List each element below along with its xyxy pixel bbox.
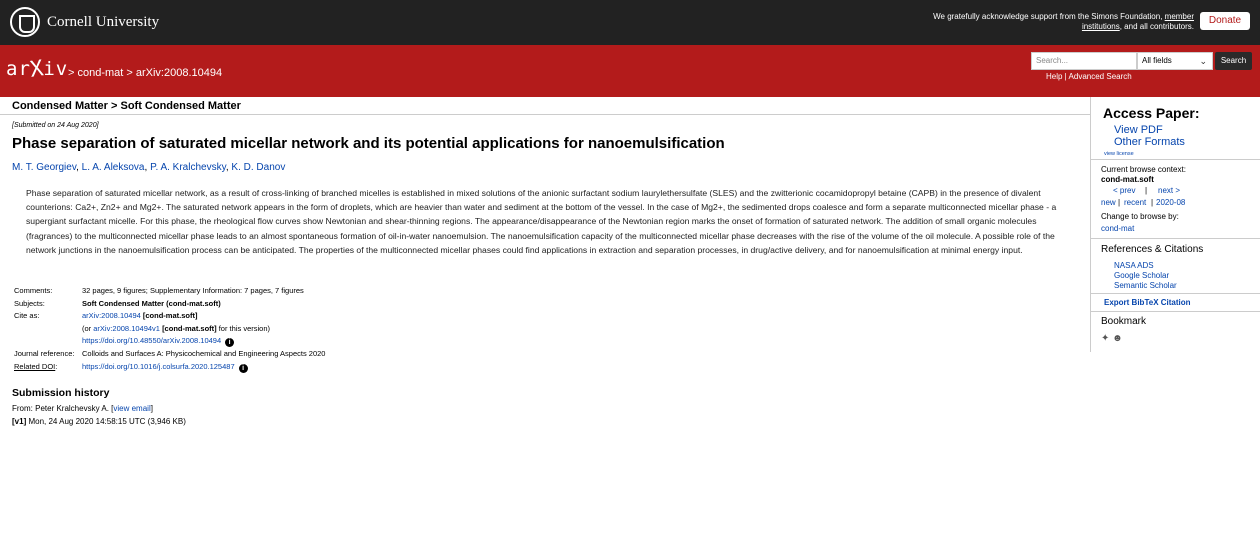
submitter: From: Peter Kralchevsky A. [view email] [12,404,153,413]
member-institutions-link[interactable]: member institutions [1081,12,1194,31]
references-heading: References & Citations [1101,244,1204,255]
cite-v1-link[interactable]: arXiv:2008.10494v1 [93,323,160,333]
bibsonomy-icon[interactable]: ✦ [1101,333,1110,344]
related-doi-link[interactable]: https://doi.org/10.1016/j.colsurfa.2020.125487 [82,361,235,371]
cite-id-link[interactable]: arXiv:2008.10494 [82,311,141,321]
bookmark-icons [1101,333,1123,344]
author-link[interactable]: L. A. Aleksova [81,162,145,173]
cornell-seal-icon [10,7,40,37]
subject-heading: Condensed Matter > Soft Condensed Matter [12,100,241,112]
related-doi-row: Related DOI: https://doi.org/10.1016/j.colsurfa.2020.125487 i [14,362,325,375]
bookmark-heading: Bookmark [1101,316,1147,327]
view-license-link[interactable]: view license [1104,151,1134,157]
cite-row: Cite as: arXiv:2008.10494 [cond-mat.soft] [14,311,198,321]
cond-mat-link[interactable]: cond-mat [1101,224,1135,233]
related-doi-label[interactable]: Related DOI [14,361,56,371]
journal-row: Journal reference: Colloids and Surfaces A: Physicochemical and Engineering Aspects 2020 [14,349,325,362]
author-link[interactable]: P. A. Kralchevsky [150,162,226,173]
version-label[interactable]: [v1] [12,417,27,426]
help-links: Help | Advanced Search [1046,72,1132,81]
reddit-icon[interactable]: ☻ [1112,333,1123,344]
divider [0,114,1090,115]
doi-link[interactable]: https://doi.org/10.48550/arXiv.2008.10494 [82,336,222,346]
new-link[interactable]: new [1101,198,1116,207]
donate-button[interactable]: Donate [1200,12,1250,30]
submission-history-heading: Submission history [12,387,110,399]
info-icon[interactable]: i [225,338,234,347]
browse-context: cond-mat.soft [1101,175,1154,184]
nasa-ads-link[interactable]: NASA ADS [1114,261,1154,270]
advanced-search-link[interactable]: Advanced Search [1068,72,1132,81]
paper-title: Phase separation of saturated micellar network and its potential applications for nanoemulsification [12,135,725,152]
author-link[interactable]: M. T. Georgiev [12,162,77,173]
cite-version-row: (or arXiv:2008.10494v1 [cond-mat.soft] for this version) [82,323,270,333]
breadcrumb[interactable]: > cond-mat > arXiv:2008.10494 [68,67,223,79]
support-text: We gratefully acknowledge support from the Simons Foundation, member institutions, and all contributors. [933,12,1194,31]
comments-row: Comments: 32 pages, 9 figures; Supplementary Information: 7 pages, 7 figures [14,286,325,299]
access-paper-title: Access Paper: [1103,105,1200,121]
cornell-logo[interactable] [10,7,159,37]
month-link[interactable]: 2020-08 [1156,198,1186,207]
search-field-select[interactable]: All fields ⌄ [1137,52,1213,70]
author-link[interactable]: K. D. Danov [231,162,286,173]
next-link[interactable]: next > [1158,186,1181,195]
sidebar-divider [1090,97,1091,352]
sidebar-divider [1091,293,1260,294]
sidebar-divider [1091,238,1260,239]
browse-context-label: Current browse context: [1101,165,1186,174]
top-bar [0,0,1260,45]
submitted-date: [Submitted on 24 Aug 2020] [12,122,99,129]
search-input[interactable]: Search... [1031,52,1137,70]
university-name: Cornell University [47,13,160,30]
google-scholar-link[interactable]: Google Scholar [1114,271,1170,280]
info-icon[interactable]: i [239,364,248,373]
version-entry: [v1] Mon, 24 Aug 2020 14:58:15 UTC (3,946 KB) [12,417,186,426]
semantic-scholar-link[interactable]: Semantic Scholar [1114,281,1177,290]
subjects-row: Subjects: Soft Condensed Matter (cond-mat.soft) [14,299,325,312]
subjects-value: Soft Condensed Matter (cond-mat.soft) [82,298,221,308]
search-button[interactable]: Search [1215,52,1252,70]
prev-link[interactable]: < prev [1113,186,1136,195]
sidebar-divider [1091,311,1260,312]
change-browse-label: Change to browse by: [1101,212,1179,221]
chevron-down-icon: ⌄ [1199,56,1207,66]
abstract: Phase separation of saturated micellar network, as a result of cross-linking of branched micelles is established in mixed solutions of the anionic surfactant sodium laurylethersulfate (SLES) and the zwitterionic cocamidopropyl betaine (CAPB) in the presence of divalent counterions: Ca2+, Zn2+ and Mg2+. The saturated network appears in the form of droplets, which are heavier than water and sediment at the bottom of the vessel. In the case of Mg2+, the sedimented drops coalesce and form a separate multiconnected micellar phase - a supergiant surfactant micelle. For this phase, the rheological flow curves show Newtonian and shear-thinning regions. The appearance/disappearance of the Newtonian region marks the onset of formation of saturated network. The addition of small organic molecules (fragrances) to the multiconnected micellar phase leads to an almost spontaneous formation of oil-in-water nanoemulsion. The nanoemulsification capacity of the multiconnected micellar phase decreases with the rise of the volume of the oil molecule. A possible role of the network junctions in the nanoemulsification process can be anticipated. The properties of the multiconnected micellar phases could find applications in extraction and separation processes, in drug/active delivery, and for nanoemulsification at minimal energy input. [26,188,1057,255]
journal-value: Colloids and Surfaces A: Physicochemical and Engineering Aspects 2020 [82,348,326,358]
metadata-table [14,286,325,374]
other-formats-link[interactable]: Other Formats [1114,136,1185,148]
view-pdf-link[interactable]: View PDF [1114,124,1163,136]
help-link[interactable]: Help [1046,72,1063,81]
authors: M. T. Georgiev, L. A. Aleksova, P. A. Kralchevsky, K. D. Danov [12,162,286,173]
recent-link[interactable]: recent [1124,198,1147,207]
export-bibtex-link[interactable]: Export BibTeX Citation [1104,298,1191,307]
comments-value: 32 pages, 9 figures; Supplementary Information: 7 pages, 7 figures [82,286,304,295]
arxiv-logo[interactable]: arXiv [6,55,69,83]
doi-row [14,336,325,349]
view-email-link[interactable]: view email [113,404,151,413]
sidebar-divider [1091,159,1260,160]
